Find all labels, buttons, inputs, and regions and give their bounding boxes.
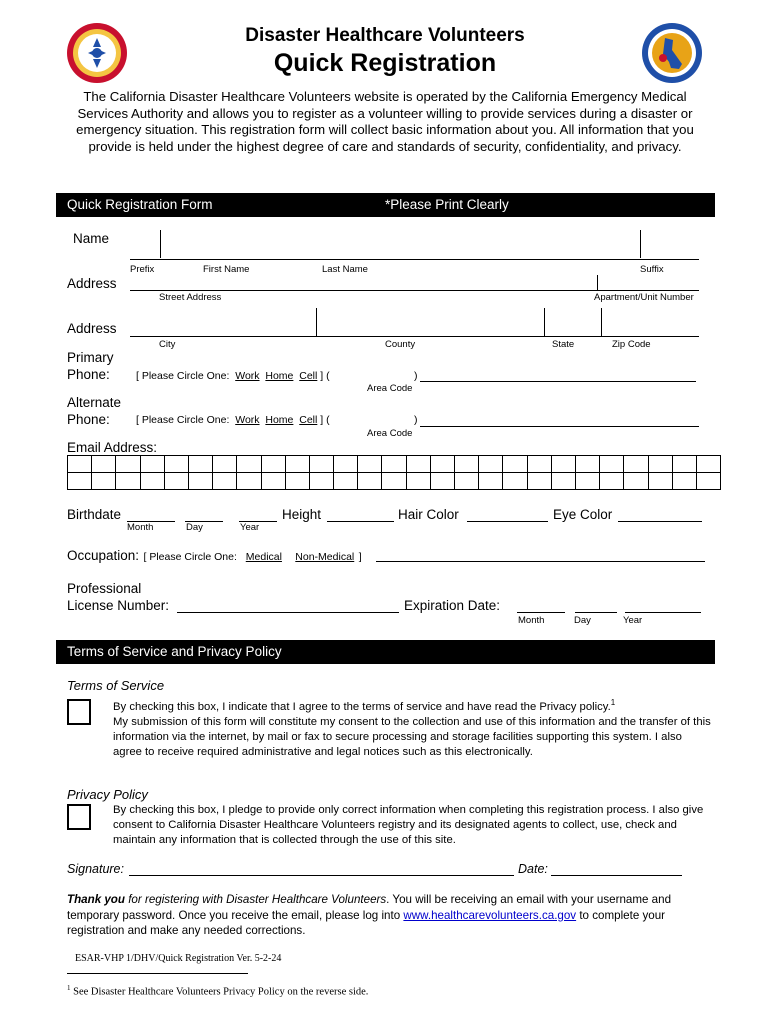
occupation-label: Occupation: (67, 548, 140, 563)
terms-heading: Terms of Service (67, 678, 165, 693)
alternate-phone-label: Phone: (67, 412, 110, 427)
eye-color-field[interactable] (618, 521, 702, 522)
terms-checkbox[interactable] (67, 699, 91, 725)
privacy-paragraph: By checking this box, I pledge to provide only correct information when completing this registration process. I also give consent to California Disaster Healthcare Volunteers registry and its designated agents to collect, use, check and maintain any information that is collected through the use of this site. (113, 804, 704, 847)
privacy-heading: Privacy Policy (67, 787, 148, 802)
primary-phone-type: [ Please Circle One: Work Home Cell ] ( (136, 370, 330, 382)
primary-phone-field[interactable] (420, 381, 696, 382)
form-section-title: Quick Registration Form (67, 197, 213, 212)
last-name-caption: Last Name (322, 264, 368, 275)
hair-color-label: Hair Color (398, 507, 459, 522)
expiration-month-caption: Month (518, 615, 545, 626)
birth-month-caption: Month (127, 522, 154, 533)
intro-paragraph: The California Disaster Healthcare Volunteers website is operated by the California Emergency Medical Services Authority and allows you to register as a volunteer willing to provide services during a disaster or emergency situation. This registration form will collect basic information about you. All information that you provide is held under the highest degree of care and standards of security, confidentiality, and privacy. (76, 89, 694, 154)
street-address-field[interactable] (130, 290, 699, 291)
first-name-caption: First Name (203, 264, 250, 275)
medical-option[interactable]: Medical (245, 551, 282, 563)
signature-label: Signature: (67, 862, 124, 876)
alternate-paren: ) (414, 414, 418, 426)
page-subtitle: Quick Registration (273, 49, 497, 77)
occupation-field[interactable] (376, 561, 705, 562)
terms-paragraph: By checking this box, I indicate that I agree to the terms of service and have read the Privacy policy.$^1$ My submission of this form will constitute my consent to the collection and use of this information and the transfer of this information via the internet, by mail or fax to secure processing and storage facilities supporting this system. I also agree to receive required administrative and legal notices such as this electronically. (113, 698, 711, 759)
thank-you-paragraph: Thank you for registering with Disaster Healthcare Volunteers. You will be receiving an email with your username and temporary password. Once you receive the email, please log into www.healthcarevolunteers.ca.gov to complete your registration and make any needed corrections. (67, 893, 672, 938)
footnote-rule (67, 973, 248, 974)
alternate-phone-type: [ Please Circle One: Work Home Cell ] ( (136, 414, 330, 426)
occupation-row: Occupation: [ Please Circle One: Medical Non-Medical ] (67, 548, 362, 563)
terms-section-title: Terms of Service and Privacy Policy (67, 644, 282, 659)
primary-work-option[interactable]: Work (235, 370, 260, 382)
footnote: $^1$ See Disaster Healthcare Volunteers Privacy Policy on the reverse side. (67, 984, 369, 998)
expiration-year-caption: Year (623, 615, 643, 626)
address2-label: Address (67, 321, 117, 336)
name-field[interactable] (130, 259, 699, 260)
primary-cell-option[interactable]: Cell (299, 370, 318, 382)
suffix-caption: Suffix (640, 264, 664, 275)
primary-label: Primary (67, 350, 114, 365)
signature-field[interactable] (129, 875, 514, 876)
birthdate-label: Birthdate (67, 507, 122, 522)
alternate-home-option[interactable]: Home (265, 414, 294, 426)
date-label: Date: (518, 862, 548, 876)
name-label: Name (73, 231, 110, 246)
expiration-month-field[interactable] (517, 612, 565, 613)
primary-phone-label: Phone: (67, 367, 110, 382)
height-field[interactable] (327, 521, 394, 522)
alternate-cell-option[interactable]: Cell (299, 414, 318, 426)
non-medical-option[interactable]: Non-Medical (295, 551, 355, 563)
license-number-field[interactable] (177, 612, 399, 613)
expiration-year-field[interactable] (625, 612, 701, 613)
address-label: Address (67, 276, 117, 291)
expiration-label: Expiration Date: (404, 598, 501, 613)
height-label: Height (282, 507, 322, 522)
eye-color-label: Eye Color (553, 507, 613, 522)
print-clearly-note: *Please Print Clearly (385, 197, 509, 212)
city-county-state-zip-field[interactable] (130, 336, 699, 337)
street-caption: Street Address (159, 292, 222, 303)
email-grid[interactable] (67, 455, 721, 490)
prefix-caption: Prefix (130, 264, 155, 275)
primary-home-option[interactable]: Home (265, 370, 294, 382)
alternate-phone-field[interactable] (420, 426, 699, 427)
alternate-label: Alternate (67, 395, 122, 410)
terms-section-bar (56, 640, 715, 664)
privacy-checkbox[interactable] (67, 804, 91, 830)
city-caption: City (159, 339, 176, 350)
apartment-caption: Apartment/Unit Number (594, 292, 694, 303)
professional-label: Professional (67, 581, 142, 596)
primary-area-code-caption: Area Code (367, 383, 413, 394)
zip-caption: Zip Code (612, 339, 651, 350)
email-label: Email Address: (67, 440, 158, 455)
license-label: License Number: (67, 598, 170, 613)
alternate-area-code-caption: Area Code (367, 428, 413, 439)
expiration-day-field[interactable] (575, 612, 617, 613)
primary-paren: ) (414, 370, 418, 382)
birth-day-caption: Day (186, 522, 203, 533)
healthcare-volunteers-link[interactable]: www.healthcarevolunteers.ca.gov (403, 908, 577, 922)
signature-date-field[interactable] (551, 875, 682, 876)
form-section-bar (56, 193, 715, 217)
state-caption: State (552, 339, 575, 350)
page-title: Disaster Healthcare Volunteers (245, 25, 525, 46)
county-caption: County (385, 339, 416, 350)
alternate-work-option[interactable]: Work (235, 414, 260, 426)
expiration-day-caption: Day (574, 615, 591, 626)
birth-year-caption: Year (240, 522, 260, 533)
hair-color-field[interactable] (467, 521, 548, 522)
version-text: ESAR-VHP 1/DHV/Quick Registration Ver. 5-2-24 (75, 953, 282, 964)
